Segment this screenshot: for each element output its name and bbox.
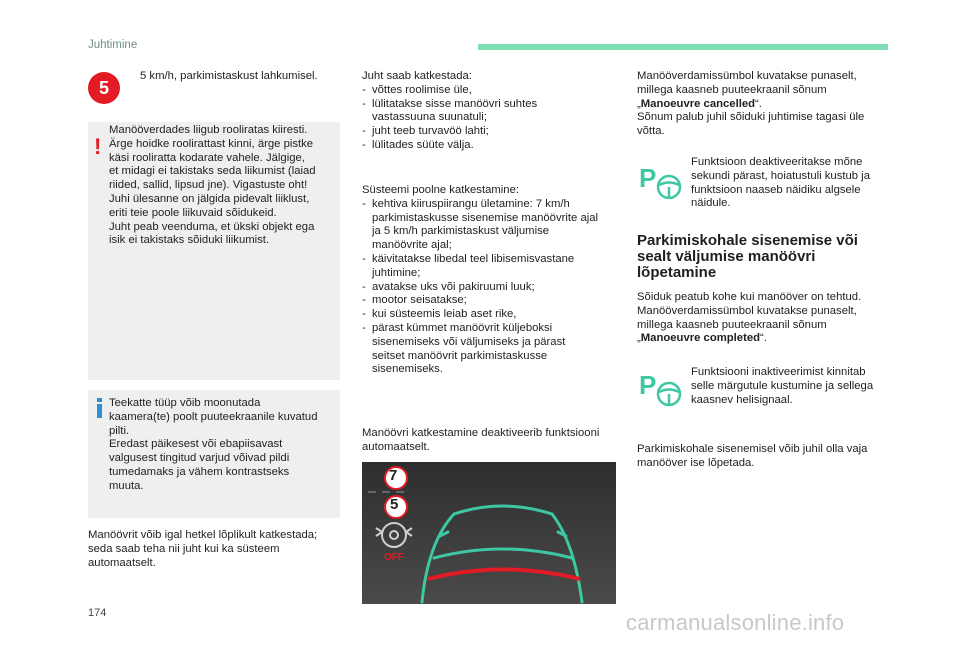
paragraph-line: Manöövrit võib igal hetkel lõplikult katkestada; — [88, 529, 318, 541]
cancelled-section — [637, 70, 892, 139]
paragraph-line: „Manoeuvre cancelled“. — [637, 97, 762, 110]
info-line: Eredast päikesest või ebapiisavast — [109, 438, 283, 451]
paragraph-line: millega kaasneb puuteekraanil sõnum — [637, 318, 827, 331]
manual-complete-note — [637, 443, 892, 471]
info-line: Teekatte tüüp võib moonutada — [109, 397, 261, 409]
paragraph-line: Manöövri katkestamine deaktiveerib funktsiooni — [362, 427, 600, 439]
info-line: pilti. — [109, 424, 130, 437]
list-item: - kui süsteemis leiab aset rike, — [362, 308, 517, 321]
info-line: kaamera(te) poolt puuteekraanile kuvatud — [109, 410, 318, 423]
paragraph-line: näidule. — [691, 197, 731, 210]
paragraph-line: Sõnum palub juhil sõiduki juhtimise tagasi üle — [637, 111, 865, 124]
system-cancel-intro: Süsteemi poolne katkestamine: — [362, 184, 519, 196]
list-item: - kehtiva kiiruspiirangu ületamine: 7 km/h parkimistaskusse sisenemise manöövrite ajal ja 5 km/h parkimistaskust väljumise manöövrite ajal; — [362, 197, 599, 252]
info-text — [109, 397, 335, 494]
speed-7-label: 7 — [389, 467, 398, 484]
warning-line: käsi rooliratta kodarate vahele. Jälgige, — [109, 151, 305, 164]
speed-5-label: 5 — [390, 496, 399, 513]
warning-line: Manööverdades liigub rooliratas kiiresti. — [109, 124, 308, 136]
list-item: - juht teeb turvavöö lahti; — [362, 125, 489, 138]
warning-text — [109, 124, 335, 248]
warning-line: Juht peab veenduma, et ükski objekt ega — [109, 220, 315, 233]
paragraph-line: „Manoeuvre completed“. — [637, 332, 767, 345]
inactive-note — [691, 366, 891, 407]
list-item: - võttes roolimise üle, — [362, 83, 472, 96]
complete-message: Manoeuvre completed — [640, 332, 761, 345]
exclamation-icon: ! — [94, 134, 102, 159]
section-heading: Parkimiskohale sisenemise või sealt väljumise manöövri lõpetamine — [637, 232, 858, 281]
warning-line: Ärge hoidke roolirattast kinni, ärge pistke — [109, 137, 314, 150]
section-title: Juhtimine — [88, 39, 138, 51]
page-number: 174 — [88, 607, 107, 619]
svg-text:P: P — [639, 370, 657, 400]
rear-camera-image — [362, 462, 616, 604]
info-line: muuta. — [109, 479, 144, 492]
step-text: 5 km/h, parkimistaskust lahkumisel. — [140, 70, 318, 82]
paragraph-line: Manööverdamissümbol kuvatakse punaselt, — [637, 70, 857, 82]
list-item: - pärast kümmet manöövrit küljeboksi sisenemiseks või väljumiseks ja pärast seitset manöövrit parkimistaskusse sisenemiseks. — [362, 321, 566, 376]
driver-cancel-section — [362, 70, 617, 153]
driver-cancel-intro: Juht saab katkestada: — [362, 70, 472, 82]
deactivate-note — [691, 156, 891, 211]
warning-line: et midagi ei takistaks seda liikumist (laiad — [109, 165, 316, 178]
paragraph-line: sekundi pärast, hoiatustuli kustub ja — [691, 169, 870, 182]
completed-section — [637, 291, 892, 346]
warning-line: isik ei takistaks sõiduki liikumist. — [109, 234, 270, 247]
deactivate-text — [362, 427, 617, 455]
info-line: valgusest tingitud varjud võivad pildi — [109, 452, 290, 465]
paragraph-line: Funktsioon deaktiveeritakse mõne — [691, 156, 863, 168]
svg-text:P: P — [639, 163, 657, 193]
paragraph-line: võtta. — [637, 125, 665, 138]
system-cancel-section — [362, 184, 617, 377]
paragraph-line: kaasnev helisignaal. — [691, 393, 793, 406]
paragraph-line: seda saab teha nii juht kui ka süsteem — [88, 542, 280, 555]
paragraph-line: funktsioon naaseb näidiku algsele — [691, 183, 861, 196]
parking-assist-icon — [639, 370, 685, 410]
paragraph-line: automaatselt. — [362, 440, 430, 453]
list-item: - avatakse uks või pakiruumi luuk; — [362, 280, 535, 293]
section-accent-bar — [478, 44, 888, 50]
info-line: tumedamaks ja vähem kontrastseks — [109, 465, 290, 478]
paragraph-line: automaatselt. — [88, 556, 156, 569]
step-badge: 5 — [88, 72, 120, 104]
paragraph-line: Sõiduk peatub kohe kui manööver on tehtud. — [637, 291, 862, 303]
camera-illustration — [362, 462, 616, 604]
off-label: OFF — [384, 552, 404, 563]
info-icon — [95, 398, 105, 420]
list-item: - käivitatakse libedal teel libisemisvastane juhtimine; — [362, 252, 575, 279]
warning-line: eriti teie poole liikuvaid sõidukeid. — [109, 206, 277, 219]
parking-assist-icon — [639, 163, 685, 203]
list-item: - lülitades süüte välja. — [362, 138, 474, 151]
paragraph-line: Manööverdamissümbol kuvatakse punaselt, — [637, 304, 857, 317]
cancel-message: Manoeuvre cancelled — [640, 97, 756, 110]
cancel-anytime-text — [88, 529, 348, 570]
paragraph-line: manööver ise lõpetada. — [637, 456, 755, 469]
list-item: - mootor seisatakse; — [362, 294, 467, 307]
watermark: carmanualsonline.info — [626, 610, 845, 635]
paragraph-line: Parkimiskohale sisenemisel võib juhil olla vaja — [637, 443, 868, 455]
warning-line: Juhi ülesanne on jälgida pidevalt liiklust, — [109, 192, 310, 205]
paragraph-line: selle märgutule kustumine ja sellega — [691, 379, 874, 392]
paragraph-line: millega kaasneb puuteekraanil sõnum — [637, 83, 827, 96]
list-item: - lülitatakse sisse manöövri suhtes vastassuuna suunatuli; — [362, 97, 538, 124]
warning-line: riided, sallid, lipsud jne). Vigastuste oht! — [109, 179, 308, 192]
paragraph-line: Funktsiooni inaktiveerimist kinnitab — [691, 366, 866, 378]
